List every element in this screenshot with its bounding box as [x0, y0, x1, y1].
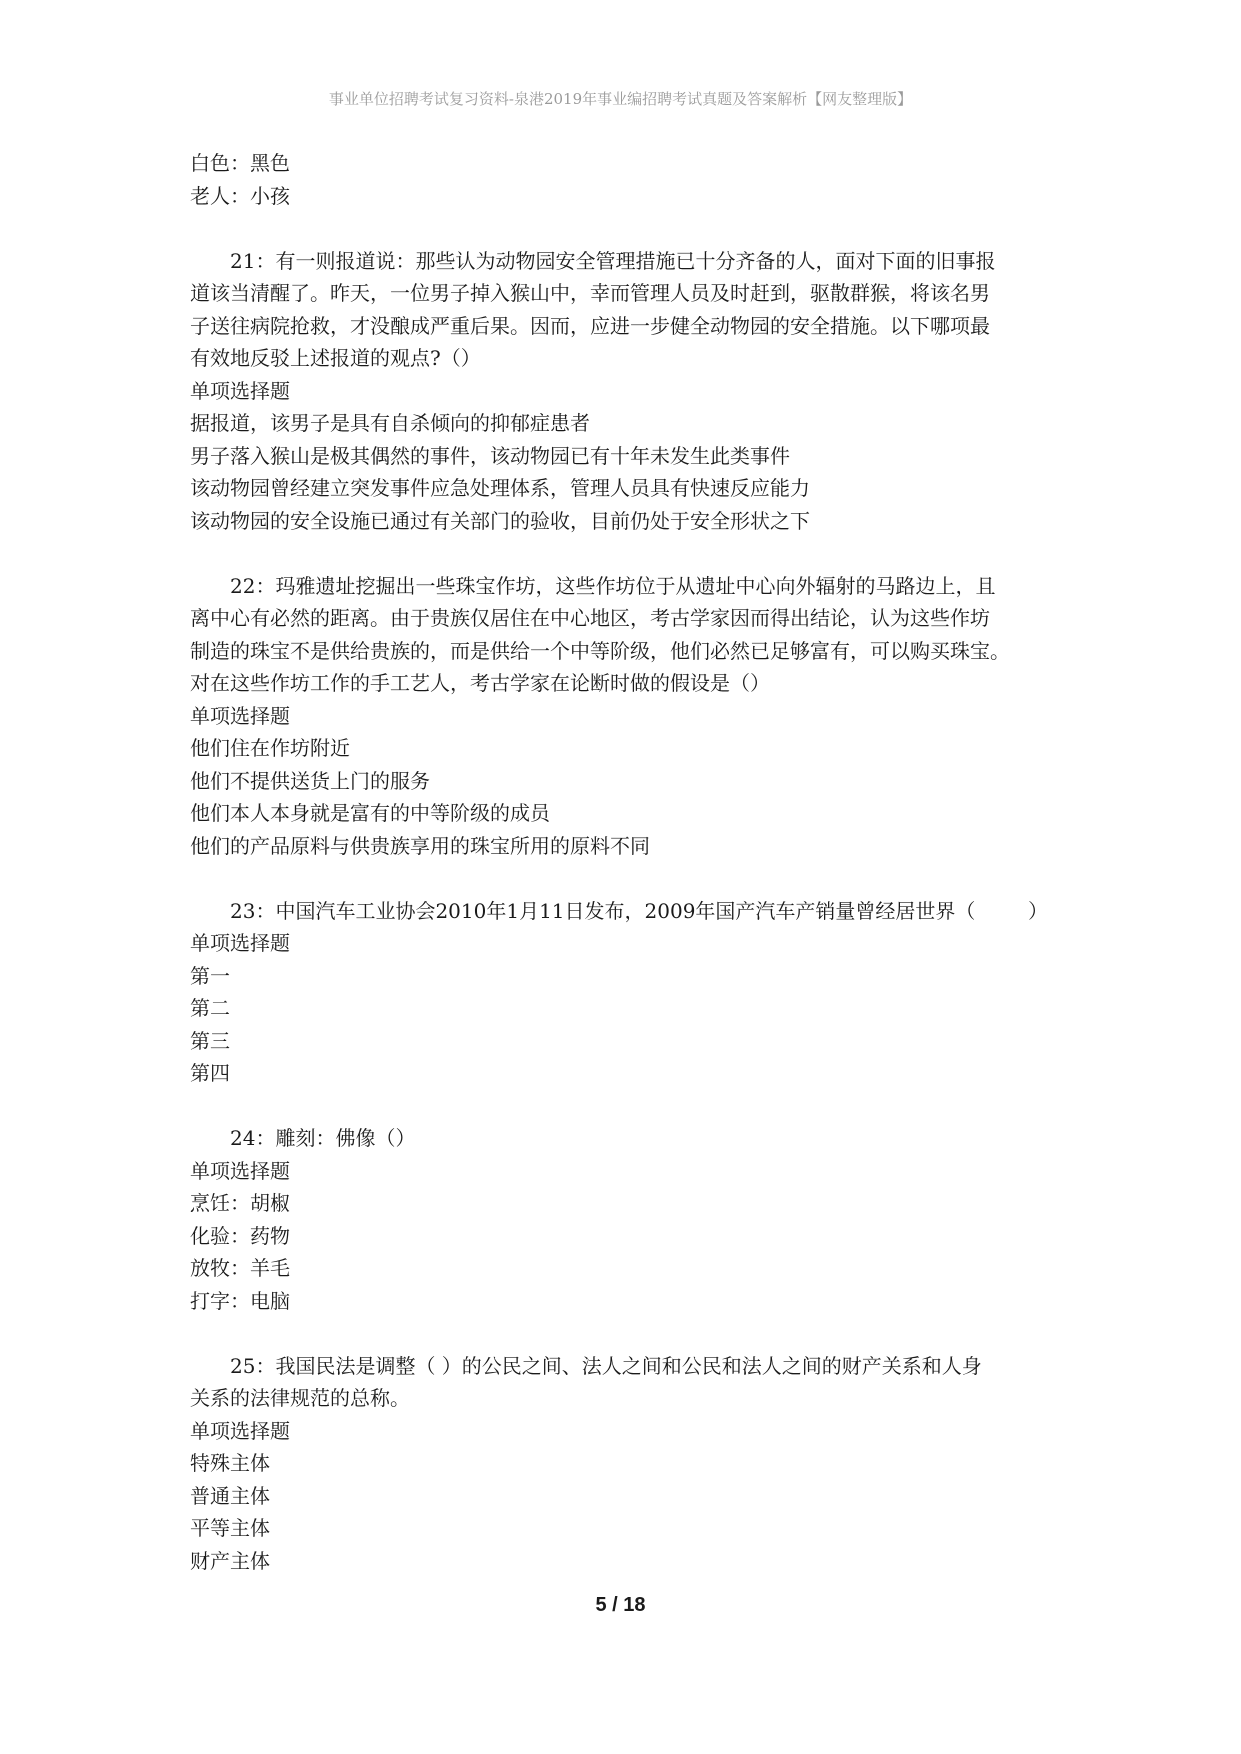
answer-blank: ）: [1028, 898, 1048, 923]
question-stem-line: 有效地反驳上述报道的观点?（）: [190, 346, 481, 370]
question-stem-line: 关系的法律规范的总称。: [190, 1386, 410, 1410]
answer-option: 特殊主体: [190, 1451, 270, 1475]
answer-option: 据报道，该男子是具有自杀倾向的抑郁症患者: [190, 411, 590, 435]
answer-option: 男子落入猴山是极其偶然的事件，该动物园已有十年未发生此类事件: [190, 443, 790, 468]
question-25: [190, 1350, 1060, 1578]
question-type: 单项选择题: [190, 1158, 290, 1183]
answer-option: 财产主体: [190, 1548, 270, 1573]
question-type: 单项选择题: [190, 931, 290, 955]
answer-option: 第四: [190, 1061, 230, 1085]
answer-option: 该动物园的安全设施已通过有关部门的验收，目前仍处于安全形状之下: [190, 508, 810, 533]
analogy-option: 白色：黑色: [190, 151, 290, 175]
question-21: [190, 245, 1060, 538]
page-content: [190, 147, 1060, 1577]
answer-option: 第三: [190, 1028, 230, 1053]
question-24: [190, 1122, 1060, 1317]
analogy-option: 老人：小孩: [190, 183, 290, 208]
question-stem-line: 制造的珠宝不是供给贵族的，而是供给一个中等阶级，他们必然已足够富有，可以购买珠宝。: [190, 638, 1010, 663]
question-stem-line: 子送往病院抢救，才没酿成严重后果。因而，应进一步健全动物园的安全措施。以下哪项最: [190, 313, 990, 338]
spacer: [190, 862, 1060, 895]
question-type: 单项选择题: [190, 1418, 290, 1443]
question-22: [190, 570, 1060, 863]
answer-option: 烹饪：胡椒: [190, 1191, 290, 1215]
question-stem-text: 23：中国汽车工业协会2010年1月11日发布，2009年国产汽车产销量曾经居世界（: [230, 898, 976, 923]
question-type: 单项选择题: [190, 703, 290, 728]
answer-option: 他们住在作坊附近: [190, 736, 350, 760]
spacer: [190, 212, 1060, 245]
answer-option: 第二: [190, 996, 230, 1020]
answer-option: 放牧：羊毛: [190, 1256, 290, 1280]
question-stem-line: [190, 895, 1060, 928]
answer-option: 普通主体: [190, 1483, 270, 1508]
page-header: 事业单位招聘考试复习资料-泉港2019年事业编招聘考试真题及答案解析【网友整理版】: [328, 90, 913, 108]
question-stem-line: 24：雕刻：佛像（）: [230, 1126, 416, 1150]
answer-option: 他们的产品原料与供贵族享用的珠宝所用的原料不同: [190, 833, 650, 858]
question-23: [190, 895, 1060, 1090]
page-number: 5 / 18: [595, 1594, 646, 1616]
answer-option: 该动物园曾经建立突发事件应急处理体系，管理人员具有快速反应能力: [190, 476, 810, 500]
spacer: [190, 1090, 1060, 1123]
question-stem-line: 21：有一则报道说：那些认为动物园安全管理措施已十分齐备的人，面对下面的旧事报: [230, 248, 996, 273]
answer-option: 他们不提供送货上门的服务: [190, 768, 430, 793]
answer-option: 第一: [190, 963, 230, 988]
answer-option: 打字：电脑: [190, 1288, 290, 1313]
question-stem-line: 25：我国民法是调整（ ）的公民之间、法人之间和公民和法人之间的财产关系和人身: [230, 1353, 982, 1378]
answer-option: 化验：药物: [190, 1223, 290, 1248]
question-stem-line: 离中心有必然的距离。由于贵族仅居住在中心地区，考古学家因而得出结论，认为这些作坊: [190, 606, 990, 630]
question-stem-line: 22：玛雅遗址挖掘出一些珠宝作坊，这些作坊位于从遗址中心向外辐射的马路边上，且: [230, 573, 996, 598]
question-type: 单项选择题: [190, 378, 290, 403]
answer-option: 平等主体: [190, 1516, 270, 1540]
question-stem-line: 对在这些作坊工作的手工艺人，考古学家在论断时做的假设是（）: [190, 671, 770, 695]
question-stem-line: 道该当清醒了。昨天，一位男子掉入猴山中，幸而管理人员及时赶到，驱散群猴，将该名男: [190, 281, 990, 305]
answer-option: 他们本人本身就是富有的中等阶级的成员: [190, 801, 550, 825]
spacer: [190, 537, 1060, 570]
spacer: [190, 1317, 1060, 1350]
